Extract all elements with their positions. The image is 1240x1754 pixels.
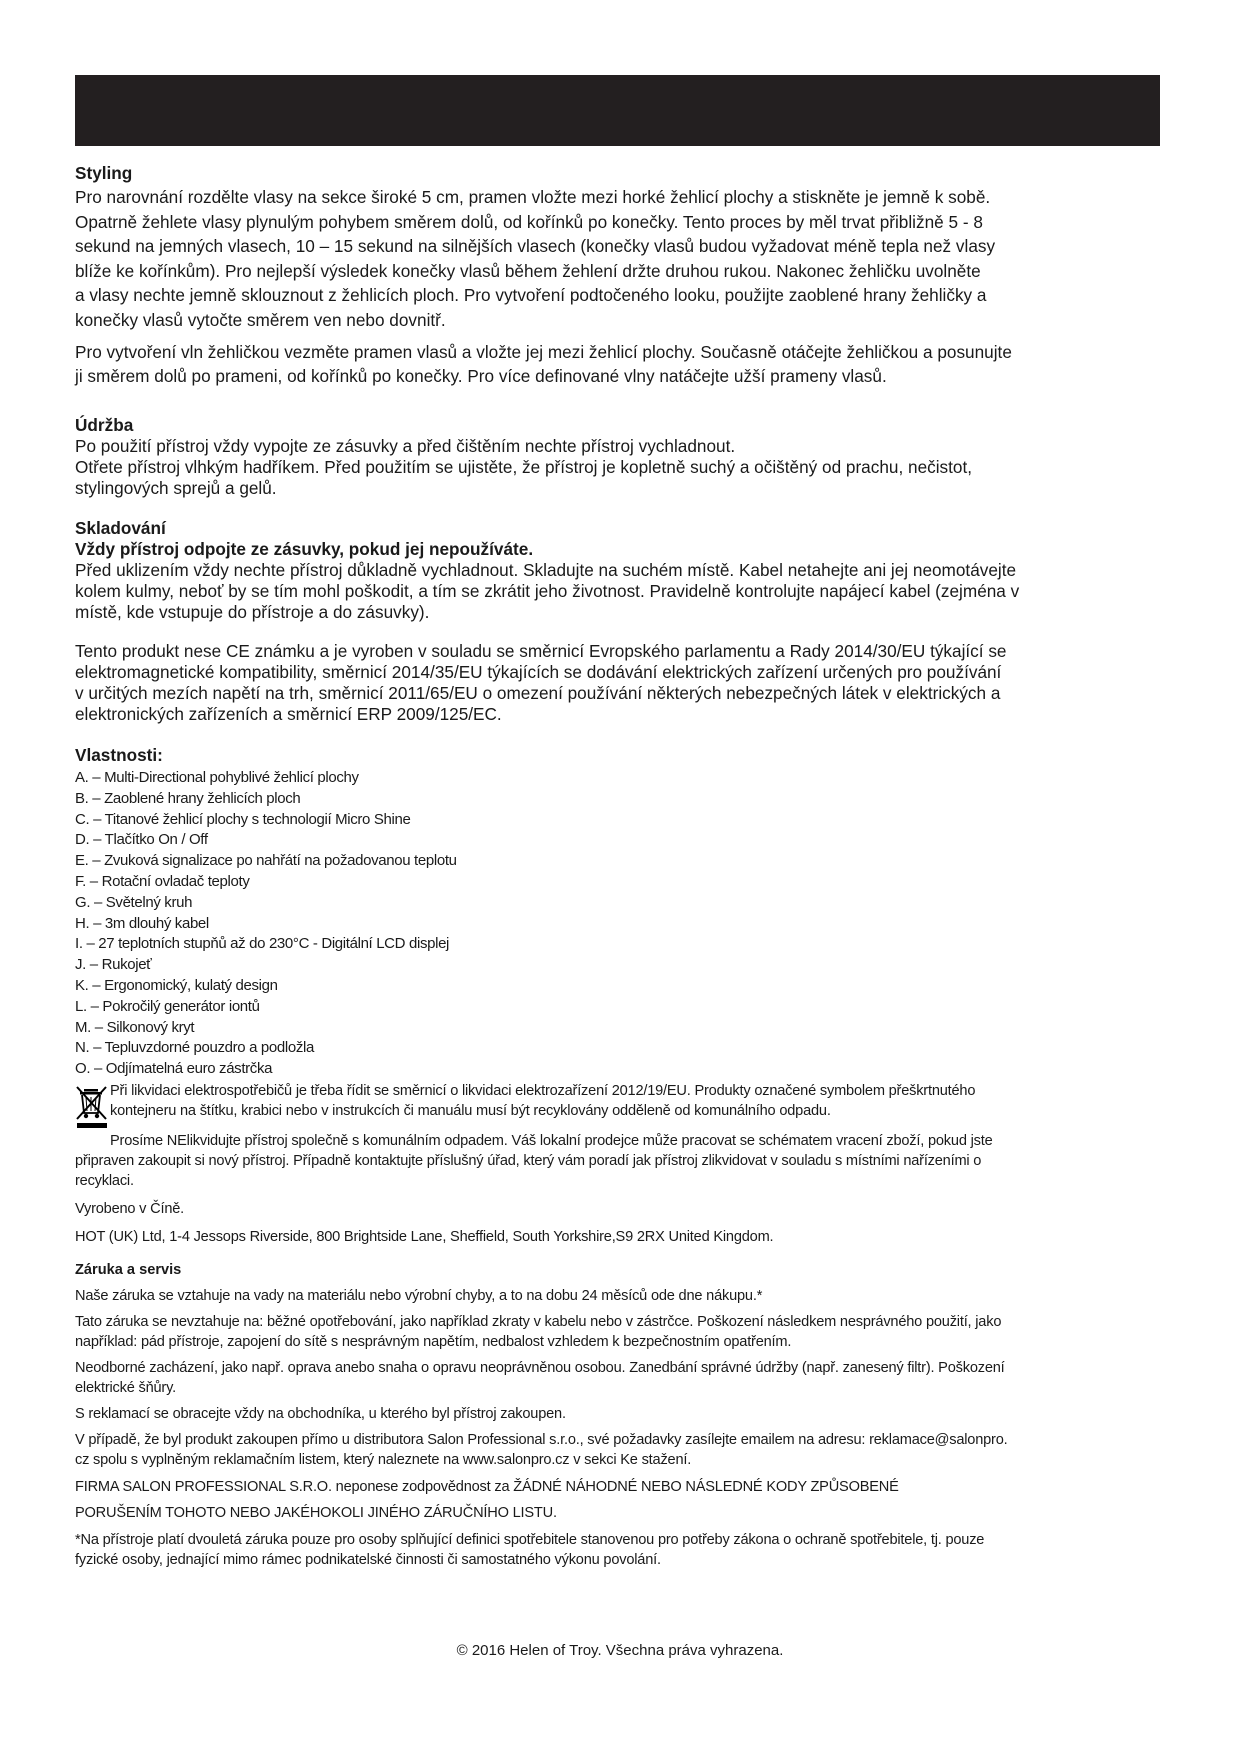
warranty-p7-line: fyzické osoby, jednající mimo rámec podnikatelské činnosti či samostatného výkonu povolání. [75,1552,661,1568]
ce-line: Tento produkt nese CE známku a je vyroben v souladu se směrnicí Evropského parlamentu a Rady 2014/30/EU týkající se [75,641,1007,661]
storage-heading: Skladování [75,518,166,538]
disposal-please-section [75,1131,1160,1247]
feature-item: K. – Ergonomický, kulatý design [75,976,278,994]
storage-subheading: Vždy přístroj odpojte ze zásuvky, pokud jej nepoužíváte. [75,539,534,559]
ce-section [75,641,1160,725]
feature-item: I. – 27 teplotních stupňů až do 230°C - Digitální LCD displej [75,935,450,953]
styling-line: Pro narovnání rozdělte vlasy na sekce široké 5 cm, pramen vložte mezi horké žehlicí plochy a stiskněte je jemně k sobě. [75,187,991,207]
feature-item: F. – Rotační ovladač teploty [75,872,250,890]
ce-line: elektromagnetické kompatibility, směrnicí 2014/35/EU týkajících se dodávání elektrických zařízení určených pro používání [75,662,1002,682]
features-heading: Vlastnosti: [75,745,163,765]
styling-line: sekund na jemných vlasech, 10 – 15 sekund na silnějších vlasech (konečky vlasů budou vyžadovat méně tepla než vlasy [75,236,996,257]
disposal-line: kontejneru na štítku, krabici nebo v instrukcích či manuálu musí být recyklovány odděleně od komunálního odpadu. [110,1103,831,1119]
warranty-p1: Naše záruka se vztahuje na vady na materiálu nebo výrobní chyby, a to na dobu 24 měsíců ode dne nákupu.* [75,1288,763,1304]
storage-line: kolem kulmy, neboť by se tím mohl poškodit, a tím se zkrátit jeho životnost. Pravidelně kontrolujte napájecí kabel (zejména v [75,581,1020,601]
feature-item: D. – Tlačítko On / Off [75,831,208,849]
feature-item: N. – Tepluvzdorné pouzdro a podložla [75,1039,314,1057]
maintenance-heading: Údržba [75,415,134,435]
warranty-p4: S reklamací se obracejte vždy na obchodníka, u kterého byl přístroj zakoupen. [75,1406,566,1422]
feature-item: B. – Zaoblené hrany žehlicích ploch [75,789,301,807]
waves-line: ji směrem dolů po prameni, od kořínků po konečky. Pro více definované vlny natáčejte užší prameny vlasů. [75,366,887,387]
warranty-p3-line: elektrické šňůry. [75,1380,176,1396]
disposal-please-line: Prosíme NElikvidujte přístroj společně s komunálním odpadem. Váš lokalní prodejce může pracovat se schématem vracení zboží, pokud jste [110,1133,993,1149]
warranty-p7-line: *Na přístroje platí dvouletá záruka pouze pro osoby splňující definici spotřebitele stanovenou pro potřeby zákona o ochraně spotřebitele, tj. pouze [75,1532,985,1548]
feature-item: C. – Titanové žehlicí plochy s technologií Micro Shine [75,810,411,828]
feature-item: H. – 3m dlouhý kabel [75,914,209,932]
ce-line: v určitých mezích napětí na trh, směrnicí 2011/65/EU o omezení používání některých nebezpečných látek v elektrických a [75,683,1001,703]
warranty-p2-line: Tato záruka se nevztahuje na: běžné opotřebování, jako například zkraty v kabelu nebo v zástrčce. Poškození následkem nesprávného použití, jako [75,1314,1002,1330]
maintenance-line: stylingových sprejů a gelů. [75,478,277,498]
warranty-p6-line: FIRMA SALON PROFESSIONAL S.R.O. neponese zodpovědnost za ŽÁDNÉ NÁHODNÉ NEBO NÁSLEDNÉ KODY ZPŮSOBENÉ [75,1479,899,1495]
manufacturer-address: HOT (UK) Ltd, 1-4 Jessops Riverside, 800 Brightside Lane, Sheffield, South Yorkshire,S9 2RX United Kingdom. [75,1229,774,1245]
maintenance-line: Po použití přístroj vždy vypojte ze zásuvky a před čištěním nechte přístroj vychladnout. [75,436,736,456]
maintenance-line: Otřete přístroj vlhkým hadříkem. Před použitím se ujistěte, že přístroj je kopletně suchý a očištěný od prachu, nečistot, [75,457,973,477]
warranty-p3-line: Neodborné zacházení, jako např. oprava anebo snaha o opravu neoprávněnou osobou. Zanedbání správné údržby (např. zanesený filtr). Poškození [75,1360,1005,1376]
warranty-p6-line: PORUŠENÍM TOHOTO NEBO JAKÉHOKOLI JINÉHO ZÁRUČNÍHO LISTU. [75,1505,557,1521]
made-in: Vyrobeno v Číně. [75,1201,185,1217]
feature-item: M. – Silkonový kryt [75,1018,195,1036]
feature-item: G. – Světelný kruh [75,893,193,911]
disposal-section [110,1081,1160,1121]
warranty-p5-line: cz spolu s vyplněným reklamačním listem, který naleznete na www.salonpro.cz v sekci Ke stažení. [75,1452,692,1468]
header-bar [75,75,1160,146]
copyright: © 2016 Helen of Troy. Všechna práva vyhrazena. [456,1642,784,1659]
warranty-p2-line: například: pád přístroje, zapojení do sítě s nesprávným napětím, nedbalost vzhledem k bezpečnostním opatřením. [75,1334,792,1350]
styling-section [75,163,1160,389]
styling-line: Opatrně žehlete vlasy plynulým pohybem směrem dolů, od kořínků po konečky. Tento proces by měl trvat přibližně 5 - 8 [75,211,983,232]
disposal-line: Při likvidaci elektrospotřebičů je třeba řídit se směrnicí o likvidaci elektrozařízení 2012/19/EU. Produkty označené symbolem přeškrtnutého [110,1083,976,1099]
storage-line: místě, kde vstupuje do přístroje a do zásuvky). [75,602,430,622]
feature-item: A. – Multi-Directional pohyblivé žehlicí plochy [75,769,359,786]
styling-line: a vlasy nechte jemně sklouznout z žehlicích ploch. Pro vytvoření podtočeného looku, použijte zaoblené hrany žehličky a [75,285,987,306]
warranty-heading: Záruka a servis [75,1262,182,1278]
waves-line: Pro vytvoření vln žehličkou vezměte pramen vlasů a vložte jej mezi žehlicí plochy. Současně otáčejte žehličkou a posunujte [75,341,1012,362]
disposal-please-line: připraven zakoupit si nový přístroj. Případně kontaktujte příslušný úřad, který vám poradí jak přístroj zlikvidovat v souladu s místními nařízeními o [75,1153,982,1169]
disposal-please-line: recyklaci. [75,1173,134,1189]
feature-item: L. – Pokročilý generátor iontů [75,997,260,1015]
styling-line: blíže ke kořínkům). Pro nejlepší výsledek konečky vlasů během žehlení držte druhou rukou. Nakonec žehličku uvolněte [75,260,981,281]
warranty-section [75,1260,1160,1570]
warranty-p5-line: V případě, že byl produkt zakoupen přímo u distributora Salon Professional s.r.o., své požadavky zasílejte emailem na adresu: reklamace@salonpro. [75,1432,1008,1448]
styling-line: konečky vlasů vytočte směrem ven nebo dovnitř. [75,309,446,330]
styling-heading: Styling [75,163,133,183]
features-section [75,745,1160,1080]
storage-section [75,518,1160,623]
storage-line: Před uklizením vždy nechte přístroj důkladně vychladnout. Skladujte na suchém místě. Kabel netahejte ani jej neomotávejte [75,560,1017,580]
feature-item: O. – Odjímatelná euro zástrčka [75,1060,273,1078]
ce-line: elektronických zařízeních a směrnicí ERP 2009/125/EC. [75,704,502,724]
weee-crossed-bin-icon [75,1085,109,1129]
feature-item: J. – Rukojeť [75,956,152,974]
feature-item: E. – Zvuková signalizace po nahřátí na požadovanou teplotu [75,852,457,870]
maintenance-section [75,415,1160,499]
